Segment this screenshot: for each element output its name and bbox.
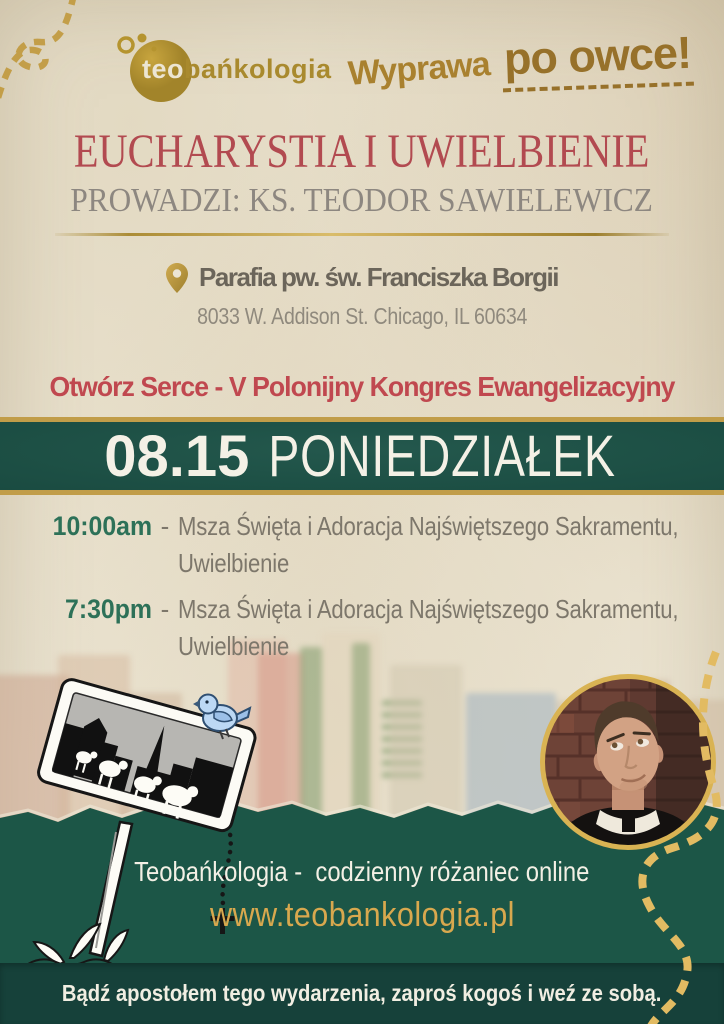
priest-portrait xyxy=(534,668,722,856)
schedule-separator: - xyxy=(160,594,170,624)
promo-line: Teobańkologia - codzienny różaniec online xyxy=(134,856,590,887)
logo-text-bankologia: bańkologia xyxy=(184,54,332,84)
campaign-word-wyprawa: Wyprawa xyxy=(346,45,491,93)
sign-panel xyxy=(36,677,257,833)
location-name: Parafia pw. św. Franciszka Borgii xyxy=(199,262,558,292)
date-banner xyxy=(0,417,724,495)
gold-divider xyxy=(55,233,669,236)
schedule-description: Msza Święta i Adoracja Najświętszego Sakramentu, Uwielbienie xyxy=(178,511,679,578)
logo-text-teo: teo xyxy=(142,54,184,84)
logo-text xyxy=(142,54,332,85)
location-pin-icon xyxy=(166,263,188,293)
event-subtitle: PROWADZI: KS. TEODOR SAWIELEWICZ xyxy=(70,182,654,219)
schedule-list xyxy=(44,508,708,674)
banner-date: 08.15 xyxy=(104,423,250,489)
campaign-word-po-owce: po owce! xyxy=(501,27,694,93)
footer-bar xyxy=(0,963,724,1024)
event-title: EUCHARYSTIA I UWIELBIENIE xyxy=(74,125,650,178)
congress-line: Otwórz Serce - V Polonijny Kongres Ewangelizacyjny xyxy=(49,371,675,402)
priest-photo-content xyxy=(534,668,722,856)
teobankologia-logo xyxy=(112,30,342,104)
banner-day: PONIEDZIAŁEK xyxy=(268,423,617,489)
schedule-separator: - xyxy=(160,511,170,541)
location-row xyxy=(0,262,724,293)
location-address: 8033 W. Addison St. Chicago, IL 60634 xyxy=(196,303,528,329)
schedule-description: Msza Święta i Adoracja Najświętszego Sakramentu, Uwielbienie xyxy=(178,594,679,661)
schedule-time: 10:00am xyxy=(52,511,153,541)
schedule-item-evening xyxy=(44,591,708,665)
campaign-title xyxy=(346,26,692,93)
schedule-item-morning xyxy=(44,508,708,582)
schedule-time: 7:30pm xyxy=(65,594,152,624)
footer-call-to-action: Bądź apostołem tego wydarzenia, zaproś kogoś i weź ze sobą. xyxy=(62,980,662,1006)
website-text: www.teobankologia.pl xyxy=(209,896,515,934)
